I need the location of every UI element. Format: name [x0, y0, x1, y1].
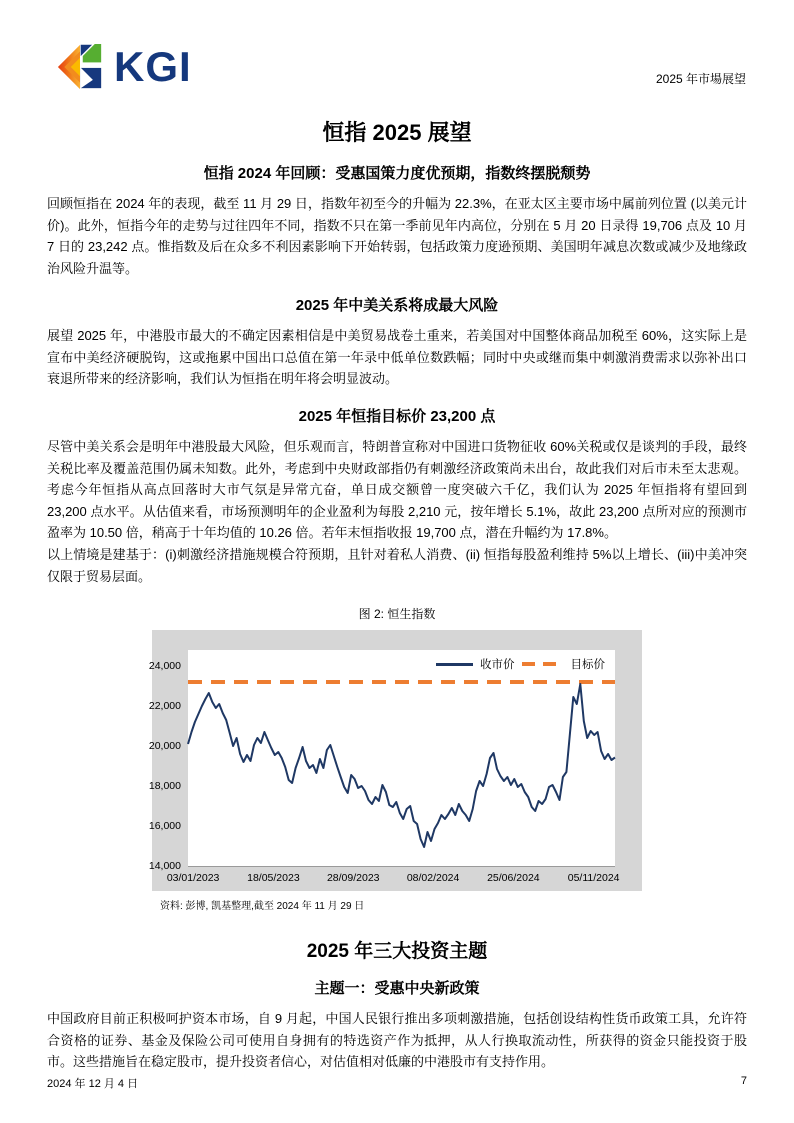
plot-area [188, 650, 615, 867]
x-tick-label: 05/11/2024 [567, 872, 620, 885]
page-footer [47, 1075, 747, 1091]
legend-label-close: 收市价 [480, 659, 515, 672]
footer-date: 2024 年 12 月 4 日 [47, 1078, 139, 1090]
paragraph-assumptions: 以上情境是建基于：(i)刺激经济措施规模合符预期，且针对着私人消费、(ii) 恒指每股盈利维持 5%以上增长、(iii)中美冲突仅限于贸易层面。 [47, 546, 747, 584]
hsi-chart-figure [148, 605, 642, 913]
target-price-line-sample [522, 662, 564, 666]
hsi-line-svg [188, 650, 615, 866]
kgi-logo-text: KGI [114, 43, 192, 90]
x-tick-label: 03/01/2023 [166, 872, 220, 885]
section-heading-2024-review: 恒指 2024 年回顾：受惠国策力度优预期，指数终摆脱颓势 [203, 165, 591, 182]
kgi-logo-icon [57, 44, 103, 90]
close-price-line-sample [436, 663, 473, 666]
chart-legend [436, 656, 605, 672]
paragraph-us-china-risk: 展望 2025 年，中港股市最大的不确定因素相信是中美贸易战卷土重来，若美国对中国整体商品加税至 60%，这实际上是宣布中美经济硬脱钩，这或拖累中国出口总值在第一年录中低单位数跌幅；同时中央或继而集中刺激消费需求以弥补出口衰退所带来的经济影响，我们认为恒指在明年将会明显波动。 [47, 328, 747, 387]
page-header [0, 0, 794, 90]
x-tick-label: 08/02/2024 [406, 872, 460, 885]
y-axis-labels [148, 650, 184, 873]
chart-source: 资料: 彭博, 凯基整理,截至 2024 年 11 月 29 日 [160, 901, 365, 913]
x-tick-label: 18/05/2023 [247, 872, 300, 885]
paragraph-2024-review: 回顾恒指在 2024 年的表现，截至 11 月 29 日，指数年初至今的升幅为 22.3%，在亚太区主要市场中属前列位置 (以美元计价)。此外，恒指今年的走势与过往四年不同，指数不只在第一季前见年内高位，分别在 5 月 20 日录得 19,706 点及 10 月 7 日的 23,242 点。惟指数及后在众多不利因素影响下开始转弱，包括政策力度逊预期、美国明年减息次数或减少及地缘政治风险升温等。 [47, 196, 747, 276]
chart-title: 图 2: 恒生指数 [358, 607, 436, 622]
footer-page-number: 7 [740, 1075, 747, 1087]
paragraph-theme1: 中国政府目前正积极呵护资本市场，自 9 月起，中国人民银行推出多项刺激措施，包括创设结构性货币政策工具，允许符合资格的证券、基金及保险公司可使用自身拥有的特选资产作为抵押，从人行换取流动性，所获得的资金只能投资于股市。这些措施旨在稳定股市，提升投资者信心，对估值相对低廉的中港股市有支持作用。 [47, 1011, 747, 1070]
y-tick-label: 14,000 [148, 860, 181, 873]
themes-heading: 2025 年三大投资主题 [306, 941, 488, 963]
y-tick-label: 18,000 [148, 780, 181, 793]
kgi-logo [57, 44, 192, 90]
legend-label-target: 目标价 [570, 659, 605, 672]
x-axis-labels [166, 869, 620, 889]
header-right-text: 2025 年市場展望 [655, 72, 746, 86]
y-tick-label: 20,000 [148, 740, 181, 753]
x-tick-label: 25/06/2024 [487, 872, 540, 885]
section-heading-us-china-risk: 2025 年中美关系将成最大风险 [295, 297, 499, 315]
theme1-heading: 主题一：受惠中央新政策 [314, 980, 480, 998]
report-body [0, 116, 794, 1073]
paragraph-target-price: 尽管中美关系会是明年中港股最大风险，但乐观而言，特朗普宣称对中国进口货物征收 60%关税或仅是谈判的手段，最终关税比率及覆盖范围仍属未知数。此外，考虑到中央财政部指仍有刺激经济政策尚未出台，故此我们对后市未至太悲观。考虑今年恒指从高点回落时大市气氛是异常亢奋，单日成交额曾一度突破六千亿，我们认为 2025 年恒指将有望回到 23,200 点水平。从估值来看，市场预测明年的企业盈利为每股 2,210 元，按年增长 5.1%，故此 23,200 点所对应的预测市盈率为 10.50 倍，稍高于十年均值的 10.26 倍。若年末恒指收报 19,700 点，潜在升幅约为 17.8%。 [47, 439, 747, 541]
page-title: 恒指 2025 展望 [322, 120, 472, 145]
x-tick-label: 28/09/2023 [326, 872, 380, 885]
y-tick-label: 22,000 [148, 700, 181, 713]
y-tick-label: 16,000 [148, 820, 181, 833]
hsi-chart [148, 630, 642, 891]
section-heading-target-price: 2025 年恒指目标价 23,200 点 [298, 408, 496, 426]
y-tick-label: 24,000 [148, 660, 181, 673]
